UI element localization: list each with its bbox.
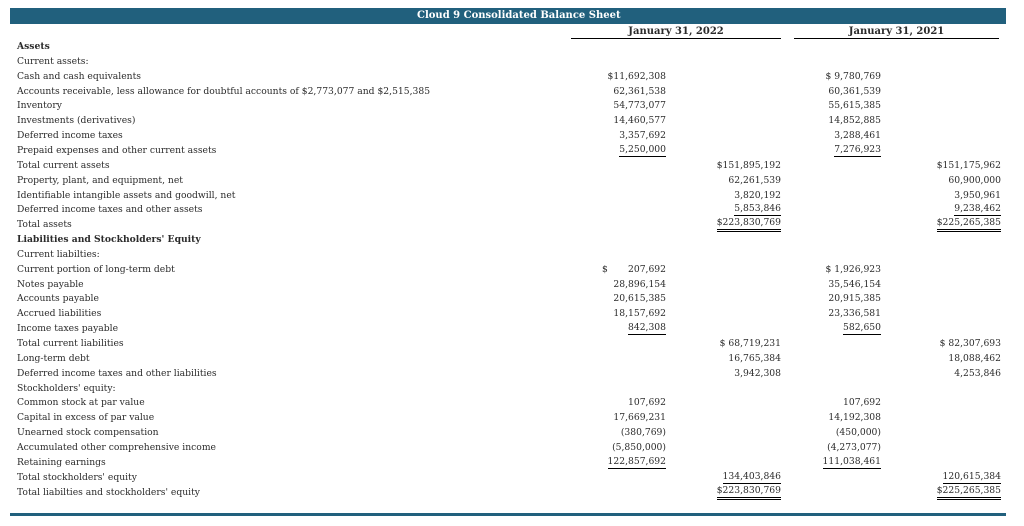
- column-header-2022: January 31, 2022: [571, 25, 781, 39]
- value-cell: 35,546,154: [828, 278, 881, 290]
- value-cell: $151,895,192: [716, 159, 781, 171]
- value-cell: 122,857,692: [607, 455, 666, 467]
- table-row: [0, 336, 1024, 351]
- row-label: Identifiable intangible assets and goodwill, net: [17, 189, 236, 201]
- dollar-sign: $: [602, 263, 608, 275]
- value-cell: 842,308: [628, 322, 666, 334]
- value-cell: 28,896,154: [613, 278, 666, 290]
- value-cell: (450,000): [835, 427, 881, 439]
- row-label: Accounts receivable, less allowance for doubtful accounts of $2,773,077 and $2,515,385: [17, 85, 431, 97]
- row-label: Total liabilties and stockholders' equity: [17, 486, 200, 498]
- row-label: Inventory: [17, 100, 62, 112]
- table-row: [0, 381, 1024, 396]
- table-row: [0, 262, 1024, 277]
- row-label: Notes payable: [17, 278, 84, 290]
- table-row: [0, 84, 1024, 99]
- value-cell: 17,669,231: [613, 412, 666, 424]
- value-cell: 207,692: [628, 263, 666, 275]
- row-label: Total assets: [17, 219, 72, 231]
- value-cell: 134,403,846: [722, 470, 781, 482]
- row-label: Deferred income taxes: [17, 130, 123, 142]
- value-cell: 16,765,384: [728, 352, 781, 364]
- value-cell: 7,276,923: [834, 143, 881, 155]
- value-cell: 62,361,538: [613, 85, 666, 97]
- value-cell: 18,157,692: [613, 308, 666, 320]
- table-row: [0, 440, 1024, 455]
- row-label: Current assets:: [17, 55, 89, 67]
- value-cell: $ 9,780,769: [825, 70, 881, 82]
- value-cell: 60,361,539: [828, 85, 881, 97]
- value-cell: 23,336,581: [828, 308, 881, 320]
- value-cell: (380,769): [620, 427, 666, 439]
- table-row: [0, 113, 1024, 128]
- value-cell: 120,615,384: [942, 470, 1001, 482]
- table-row: [0, 395, 1024, 410]
- value-cell: $223,830,769: [717, 485, 781, 500]
- table-row: [0, 306, 1024, 321]
- table-row: [0, 39, 1024, 54]
- row-label: Common stock at par value: [17, 397, 145, 409]
- table-row: [0, 143, 1024, 158]
- table-row: [0, 470, 1024, 485]
- value-cell: 55,615,385: [828, 100, 881, 112]
- table-row: [0, 54, 1024, 69]
- value-cell: 3,820,192: [734, 189, 781, 201]
- row-label: Prepaid expenses and other current assets: [17, 144, 217, 156]
- row-label: Property, plant, and equipment, net: [17, 174, 183, 186]
- table-row: [0, 98, 1024, 113]
- value-cell: $225,265,385: [937, 485, 1001, 500]
- table-row: [0, 321, 1024, 336]
- value-cell: 60,900,000: [948, 174, 1001, 186]
- row-label: Income taxes payable: [17, 323, 118, 335]
- table-row: [0, 202, 1024, 217]
- table-row: [0, 232, 1024, 247]
- table-row: [0, 188, 1024, 203]
- value-cell: 3,357,692: [619, 130, 666, 142]
- row-label: Long-term debt: [17, 352, 90, 364]
- value-cell: 20,915,385: [828, 293, 881, 305]
- value-cell: $151,175,962: [936, 159, 1001, 171]
- row-label: Unearned stock compensation: [17, 427, 159, 439]
- row-label: Cash and cash equivalents: [17, 70, 141, 82]
- section-heading: Assets: [17, 41, 50, 52]
- column-header-2021: January 31, 2021: [794, 25, 999, 39]
- value-cell: 9,238,462: [954, 203, 1001, 215]
- value-cell: (4,273,077): [827, 441, 881, 453]
- row-label: Stockholders' equity:: [17, 382, 116, 394]
- value-cell: $11,692,308: [607, 70, 666, 82]
- value-cell: 107,692: [843, 397, 881, 409]
- value-cell: 5,853,846: [734, 203, 781, 215]
- row-label: Deferred income taxes and other liabilities: [17, 367, 217, 379]
- value-cell: $ 1,926,923: [825, 263, 881, 275]
- value-cell: 14,852,885: [828, 115, 881, 127]
- table-row: [0, 291, 1024, 306]
- row-label: Capital in excess of par value: [17, 412, 155, 424]
- value-cell: 62,261,539: [728, 174, 781, 186]
- value-cell: 582,650: [843, 322, 881, 334]
- value-cell: 3,288,461: [834, 130, 881, 142]
- value-cell: 111,038,461: [822, 455, 881, 467]
- table-row: [0, 485, 1024, 500]
- table-row: [0, 425, 1024, 440]
- row-label: Retaining earnings: [17, 456, 106, 468]
- table-row: [0, 455, 1024, 470]
- value-cell: $ 68,719,231: [719, 338, 781, 349]
- value-cell: $223,830,769: [717, 217, 781, 232]
- value-cell: 14,460,577: [613, 115, 666, 127]
- table-row: [0, 69, 1024, 84]
- table-row: [0, 366, 1024, 381]
- row-label: Total current liabilities: [17, 338, 124, 349]
- value-cell: $ 82,307,693: [939, 338, 1001, 349]
- value-cell: $225,265,385: [937, 217, 1001, 232]
- section-heading: Liabilities and Stockholders' Equity: [17, 234, 201, 246]
- sheet-title: Cloud 9 Consolidated Balance Sheet: [417, 10, 621, 21]
- table-row: [0, 247, 1024, 262]
- row-label: Current liabilties:: [17, 248, 100, 260]
- value-cell: 54,773,077: [613, 100, 666, 112]
- value-cell: 3,950,961: [954, 189, 1001, 201]
- table-row: [0, 217, 1024, 232]
- row-label: Total current assets: [17, 159, 110, 171]
- value-cell: 3,942,308: [734, 367, 781, 379]
- row-label: Accounts payable: [17, 293, 99, 305]
- table-row: [0, 277, 1024, 292]
- value-cell: 4,253,846: [954, 367, 1001, 379]
- bottom-bar: [10, 513, 1006, 516]
- table-row: [0, 173, 1024, 188]
- value-cell: 14,192,308: [828, 412, 881, 424]
- row-label: Deferred income taxes and other assets: [17, 204, 203, 216]
- table-row: [0, 128, 1024, 143]
- table-row: [0, 158, 1024, 173]
- table-row: [0, 410, 1024, 425]
- row-label: Accumulated other comprehensive income: [17, 441, 216, 453]
- value-cell: (5,850,000): [612, 441, 666, 453]
- value-cell: 107,692: [628, 397, 666, 409]
- row-label: Accrued liabilities: [17, 308, 102, 320]
- value-cell: 18,088,462: [948, 352, 1001, 364]
- row-label: Total stockholders' equity: [17, 471, 137, 483]
- row-label: Current portion of long-term debt: [17, 263, 175, 275]
- value-cell: 20,615,385: [613, 293, 666, 305]
- row-label: Investments (derivatives): [17, 115, 136, 127]
- value-cell: 5,250,000: [619, 143, 666, 155]
- table-row: [0, 351, 1024, 366]
